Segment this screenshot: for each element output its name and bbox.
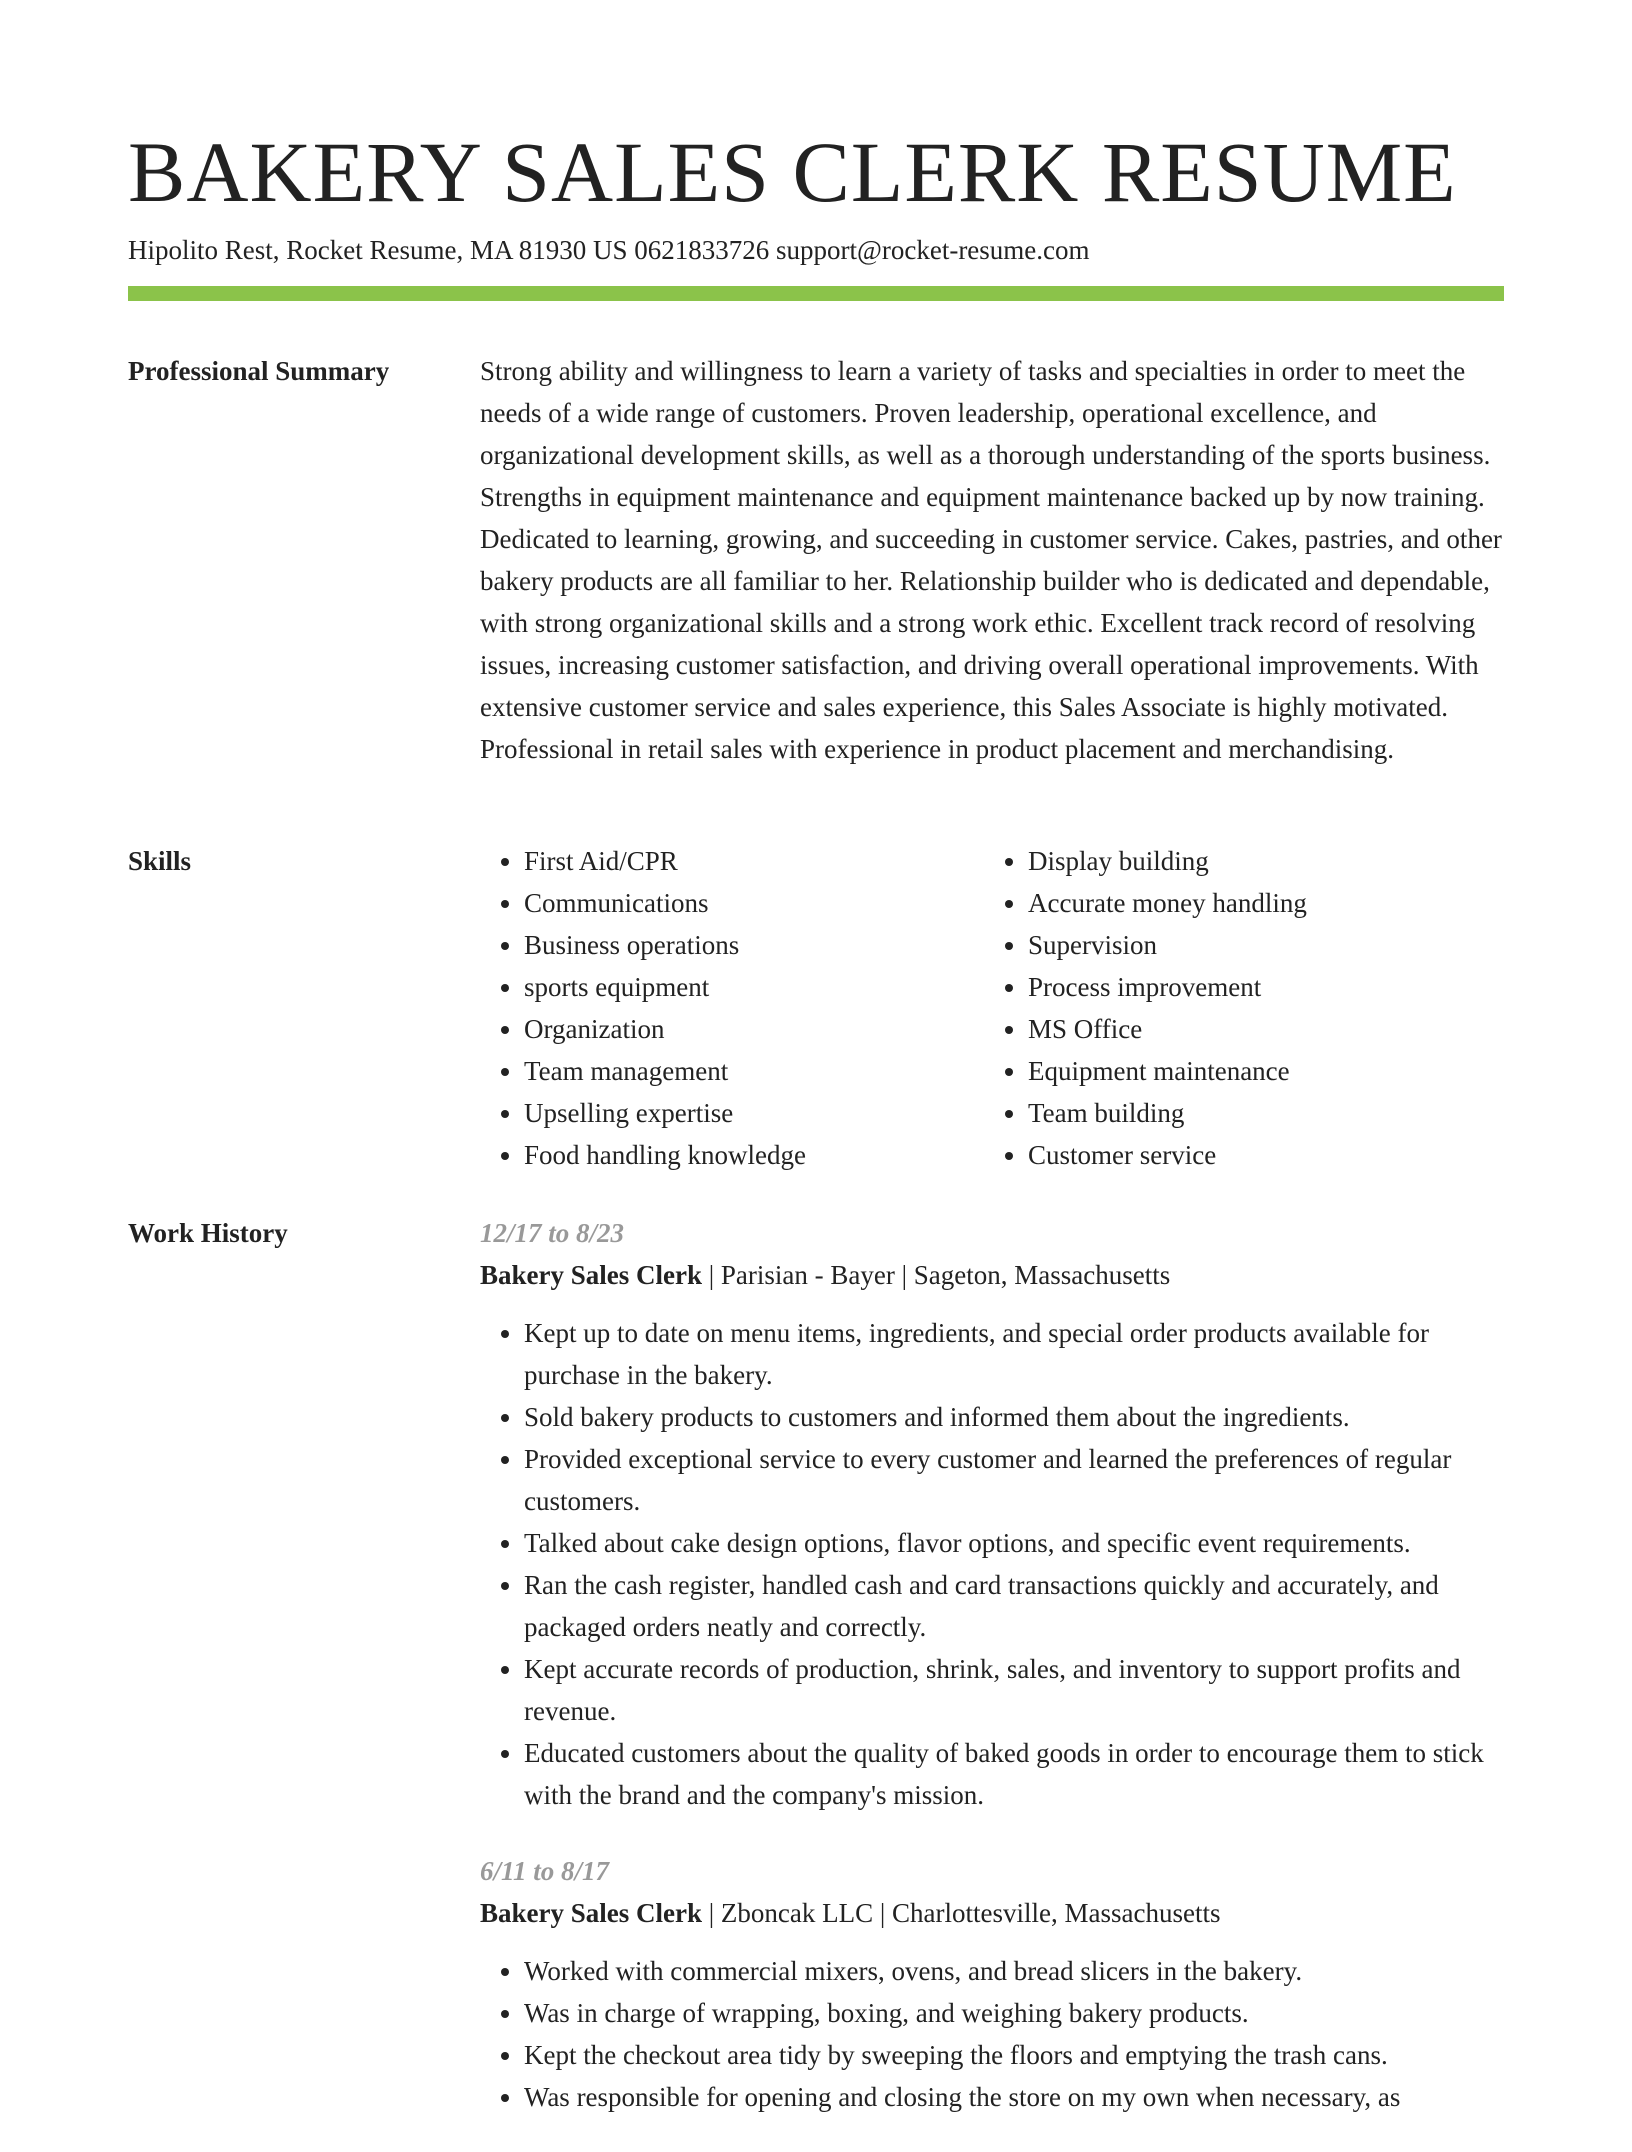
skill-item: • Food handling knowledge: [524, 1134, 984, 1176]
job-bullet: • Was in charge of wrapping, boxing, and weighing bakery products.: [524, 1992, 1504, 2034]
job-bullet: • Talked about cake design options, flavor options, and specific event requirements.: [524, 1522, 1504, 1564]
job-heading: [480, 1892, 1504, 1934]
work-history-body: [480, 1212, 1504, 2152]
skills-list-right: [984, 840, 1488, 1176]
job-bullet: • Provided exceptional service to every customer and learned the preferences of regular customers.: [524, 1438, 1504, 1522]
summary-text: Strong ability and willingness to learn a variety of tasks and specialties in order to meet the needs of a wide range of customers. Proven leadership, operational excellence, and organizational development skills, as well as a thorough understanding of the sports business. Strengths in equipment maintenance and equipment maintenance backed up by now training. Dedicated to learning, growing, and succeeding in customer service. Cakes, pastries, and other bakery products are all familiar to her. Relationship builder who is dedicated and dependable, with strong organizational skills and a strong work ethic. Excellent track record of resolving issues, increasing customer satisfaction, and driving overall operational improvements. With extensive customer service and sales experience, this Sales Associate is highly motivated. Professional in retail sales with experience in product placement and merchandising.: [480, 356, 1502, 764]
skill-item: • Team building: [1028, 1092, 1488, 1134]
skills-body: [480, 840, 1504, 1176]
job-entry: [480, 1212, 1504, 1816]
job-heading: [480, 1254, 1504, 1296]
job-entry: [480, 1850, 1504, 2118]
skill-item: • Upselling expertise: [524, 1092, 984, 1134]
job-dates: 12/17 to 8/23: [480, 1218, 625, 1248]
header-divider: [128, 286, 1504, 301]
skill-item: • Organization: [524, 1008, 984, 1050]
skills-list-left: [480, 840, 984, 1176]
job-bullet: • Kept accurate records of production, shrink, sales, and inventory to support profits and revenue.: [524, 1648, 1504, 1732]
page-title: BAKERY SALES CLERK RESUME: [128, 124, 1457, 220]
job-bullet: • Worked with commercial mixers, ovens, and bread slicers in the bakery.: [524, 1950, 1504, 1992]
job-dates: 6/11 to 8/17: [480, 1856, 610, 1886]
job-bullets: [480, 1312, 1504, 1816]
skills-label: Skills: [128, 846, 192, 876]
job-bullet: • Kept up to date on menu items, ingredients, and special order products available for purchase in the bakery.: [524, 1312, 1504, 1396]
summary-body: [480, 350, 1504, 770]
skill-item: • Customer service: [1028, 1134, 1488, 1176]
skill-item: • Business operations: [524, 924, 984, 966]
skill-item: • Process improvement: [1028, 966, 1488, 1008]
skill-item: • Equipment maintenance: [1028, 1050, 1488, 1092]
job-bullet: • Sold bakery products to customers and informed them about the ingredients.: [524, 1396, 1504, 1438]
job-title: Bakery Sales Clerk: [480, 1898, 702, 1928]
contact-line: Hipolito Rest, Rocket Resume, MA 81930 US 0621833726 support@rocket-resume.com: [128, 235, 1090, 265]
job-bullet: • Was responsible for opening and closing the store on my own when necessary, as: [524, 2076, 1504, 2118]
job-title: Bakery Sales Clerk: [480, 1260, 702, 1290]
skill-item: • sports equipment: [524, 966, 984, 1008]
skill-item: • First Aid/CPR: [524, 840, 984, 882]
skill-item: • Communications: [524, 882, 984, 924]
skill-item: • Accurate money handling: [1028, 882, 1488, 924]
skill-item: • MS Office: [1028, 1008, 1488, 1050]
job-details: | Zboncak LLC | Charlottesville, Massachusetts: [702, 1898, 1221, 1928]
job-bullet: • Kept the checkout area tidy by sweeping the floors and emptying the trash cans.: [524, 2034, 1504, 2076]
job-bullet: • Ran the cash register, handled cash and card transactions quickly and accurately, and packaged orders neatly and correctly.: [524, 1564, 1504, 1648]
summary-label: Professional Summary: [128, 356, 390, 386]
job-details: | Parisian - Bayer | Sageton, Massachusetts: [702, 1260, 1171, 1290]
job-bullets: [480, 1950, 1504, 2118]
job-bullet: • Educated customers about the quality of baked goods in order to encourage them to stick with the brand and the company's mission.: [524, 1732, 1504, 1816]
skill-item: • Display building: [1028, 840, 1488, 882]
skill-item: • Supervision: [1028, 924, 1488, 966]
skill-item: • Team management: [524, 1050, 984, 1092]
work-history-label: Work History: [128, 1218, 288, 1248]
